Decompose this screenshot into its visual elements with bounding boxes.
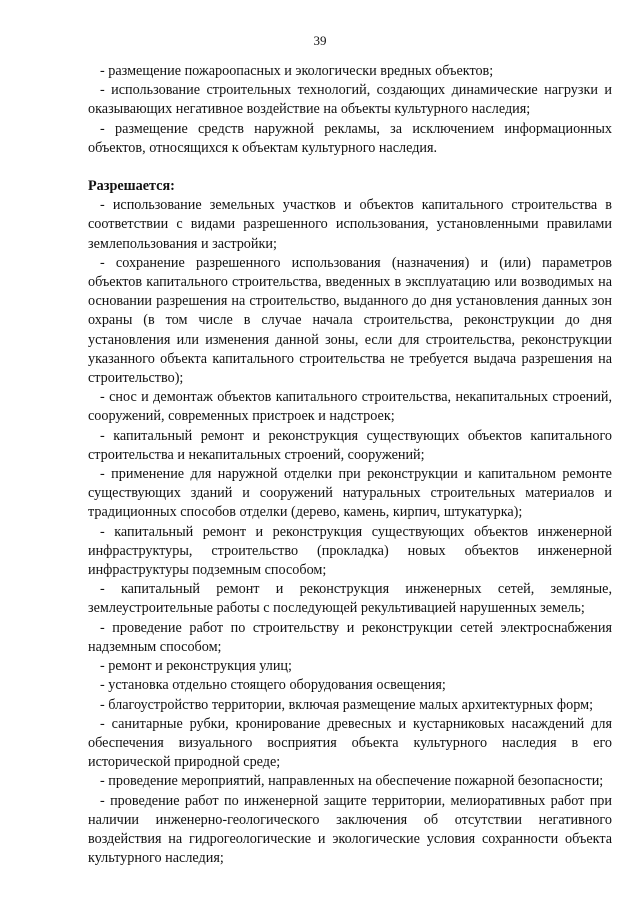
allowed-item: - проведение работ по строительству и реконструкции сетей электроснабжения надземным способом; xyxy=(88,619,612,655)
allowed-item: - благоустройство территории, включая размещение малых архитектурных форм; xyxy=(100,696,594,713)
prohibited-item: - размещение пожароопасных и экологически вредных объектов; xyxy=(100,63,494,79)
page-number: 39 xyxy=(313,33,327,48)
allowed-item: - использование земельных участков и объектов капитального строительства в соответствии с видами разрешенного использования, установленными правилами землепользования и застройки; xyxy=(88,197,612,252)
allowed-item: - применение для наружной отделки при реконструкции и капитальном ремонте существующих зданий и сооружений натуральных строительных материалов и традиционных способов отделки (дерево, камень, кирпич, штукатурка); xyxy=(88,466,612,521)
page-body xyxy=(88,62,612,868)
prohibited-item: - размещение средств наружной рекламы, за исключением информационных объектов, относящихся к объектам культурного наследия. xyxy=(88,120,612,156)
allowed-item: - капитальный ремонт и реконструкция существующих объектов инженерной инфраструктуры, строительство (прокладка) новых объектов инженерной инфраструктуры подземным способом; xyxy=(88,523,612,579)
allowed-item: - ремонт и реконструкция улиц; xyxy=(100,658,292,675)
allowed-item: - капитальный ремонт и реконструкция существующих объектов капитального строительства и некапитальных строений, сооружений; xyxy=(88,427,612,463)
allowed-item: - сохранение разрешенного использования (назначения) и (или) параметров объектов капитального строительства, введенных в эксплуатацию или возводимых на основании разрешения на строительство, выданного до дня установления данных зон охраны (в том числе в случае начала строительства, реконструкции до дня установления или изменения данной зоны, если для строительства, реконструкции указанного объекта капитального строительства не требуется выдача разрешения на строительство); xyxy=(88,254,612,387)
allowed-item: - санитарные рубки, кронирование древесных и кустарниковых насаждений для обеспечения визуального восприятия объекта культурного наследия в его исторической природной среде; xyxy=(88,715,612,771)
allowed-item: - установка отдельно стоящего оборудования освещения; xyxy=(100,677,446,694)
allowed-item: - капитальный ремонт и реконструкция инженерных сетей, земляные, землеустроительные работы с последующей рекультивацией нарушенных земель; xyxy=(88,581,612,617)
allowed-heading: Разрешается: xyxy=(88,178,175,195)
allowed-item: - проведение работ по инженерной защите территории, мелиоративных работ при наличии инженерно-геологического заключения об отсутствии негативного воздействия на гидрогеологические и экологические условия сохранности объекта культурного наследия; xyxy=(88,792,612,867)
allowed-item: - проведение мероприятий, направленных на обеспечение пожарной безопасности; xyxy=(100,773,604,790)
prohibited-item: - использование строительных технологий, создающих динамические нагрузки и оказывающих негативное воздействие на объекты культурного наследия; xyxy=(88,82,612,118)
allowed-item: - снос и демонтаж объектов капитального строительства, некапитальных строений, сооружений, современных пристроек и надстроек; xyxy=(88,389,612,425)
